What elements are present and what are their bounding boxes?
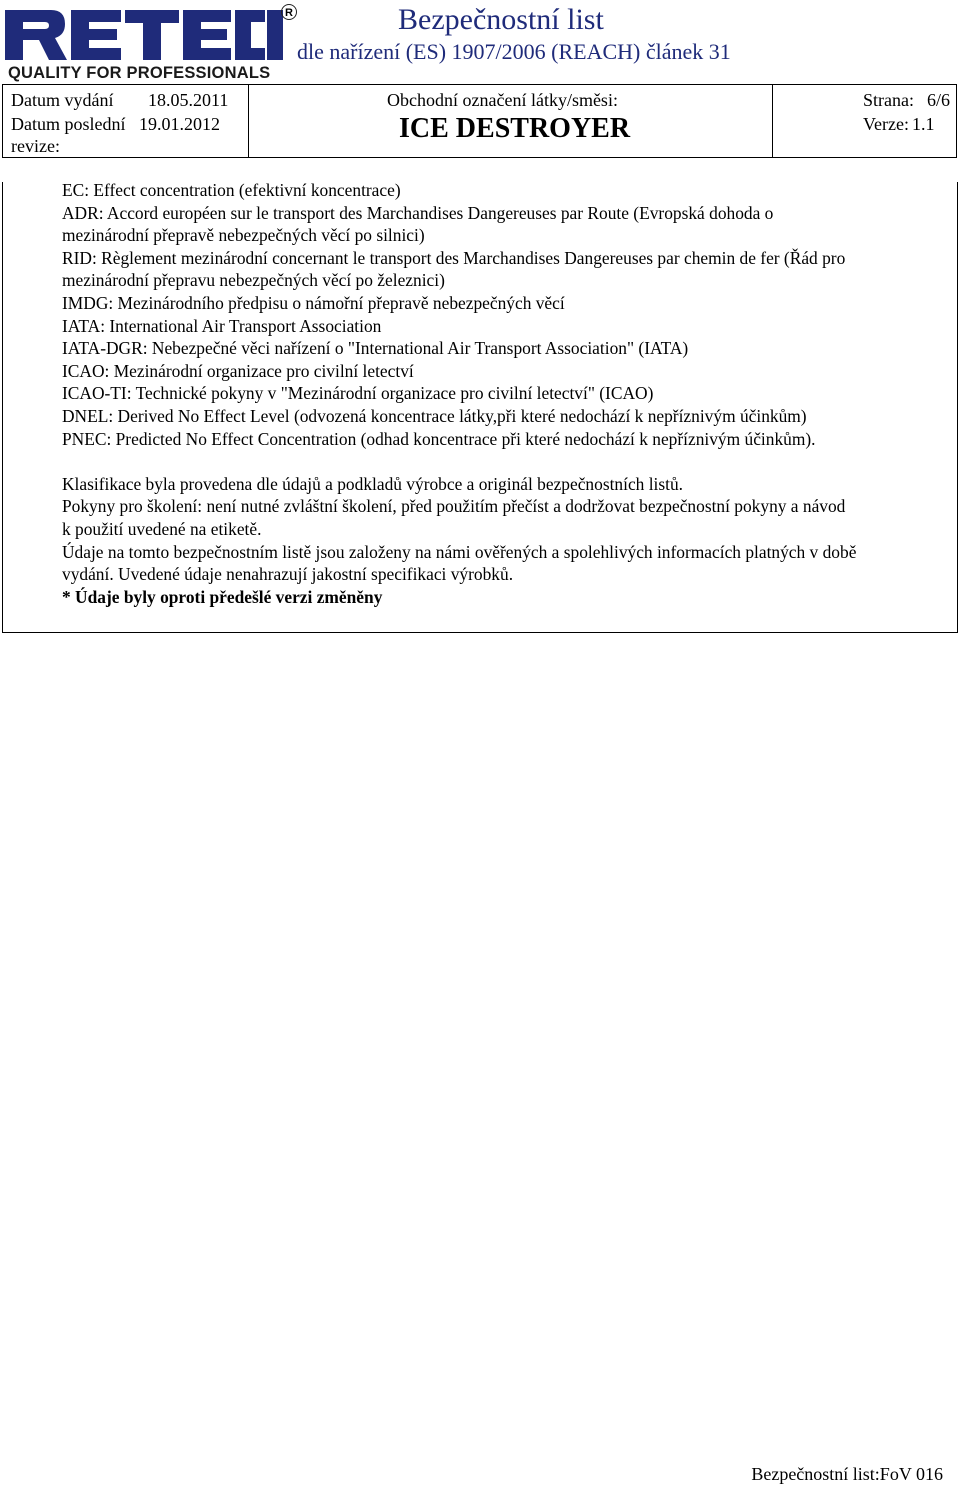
page-footer: Bezpečnostní list:FoV 016 (751, 1464, 943, 1484)
abbreviation-line: ICAO: Mezinárodní organizace pro civilní letectví (62, 360, 414, 381)
abbreviation-line: IATA-DGR: Nebezpečné věci nařízení o "International Air Transport Association" (IATA) (62, 338, 689, 359)
changed-data-note: * Údaje byly oproti předešlé verzi změněny (62, 586, 383, 607)
abbreviation-line: IATA: International Air Transport Association (62, 315, 382, 336)
document-title: Bezpečnostní list (398, 3, 604, 36)
revision-date-value: 19.01.2012 (139, 114, 220, 134)
content-text (62, 179, 942, 608)
page-value: 6/6 (927, 90, 951, 110)
note-line: Klasifikace byla provedena dle údajů a podkladů výrobce a originál bezpečnostních listů. (62, 473, 684, 494)
abbreviation-line: PNEC: Predicted No Effect Concentration (odhad koncentrace při které nedochází k nepříznivým účinkům). (62, 428, 816, 449)
page-version-cell (773, 85, 956, 157)
note-line: vydání. Uvedené údaje nenahrazují jakostní specifikaci výrobků. (62, 564, 514, 585)
abbreviation-line: mezinárodní přepravu nebezpečných věcí po železnici) (62, 270, 445, 291)
issue-date-label: Datum vydání (11, 90, 114, 110)
note-line: Údaje na tomto bezpečnostním listě jsou založeny na námi ověřených a spolehlivých informacích platných v době (62, 541, 857, 562)
revision-date-label: Datum poslední (11, 114, 126, 134)
header-table (2, 84, 957, 158)
logo-tagline: QUALITY FOR PROFESSIONALS (8, 64, 271, 82)
abbreviation-line: RID: Règlement mezinárodní concernant le transport des Marchandises Dangereuses par chemin de fer (Řád pro (62, 247, 846, 268)
abbreviation-line: DNEL: Derived No Effect Level (odvozená koncentrace látky,při které nedochází k nepříznivým účinkům) (62, 405, 807, 426)
issue-date-value: 18.05.2011 (148, 90, 229, 110)
abbreviation-line: ICAO-TI: Technické pokyny v "Mezinárodní organizace pro civilní letectví" (ICAO) (62, 383, 654, 404)
document-subtitle: dle nařízení (ES) 1907/2006 (REACH) článek 31 (297, 39, 731, 64)
revision-date-label-cont: revize: (11, 136, 60, 156)
trade-name-label: Obchodní označení látky/směsi: (387, 90, 618, 110)
note-line: k použití uvedené na etiketě. (62, 518, 262, 539)
dates-cell (3, 85, 249, 157)
product-name: ICE DESTROYER (399, 113, 631, 144)
abbreviation-line: EC: Effect concentration (efektivní koncentrace) (62, 180, 401, 200)
abbreviation-line: mezinárodní přepravě nebezpečných věcí po silnici) (62, 225, 425, 246)
company-logo (3, 2, 298, 84)
version-label: Verze: (863, 114, 909, 134)
note-line: Pokyny pro školení: není nutné zvláštní školení, před použitím přečíst a dodržovat bezpečnostní pokyny a návod (62, 496, 846, 517)
page-label: Strana: (863, 90, 914, 110)
trade-name-cell (249, 85, 773, 157)
version-value: 1.1 (912, 114, 935, 134)
registered-mark: R (281, 4, 297, 20)
paragraph-gap (62, 450, 942, 473)
abbreviation-line: IMDG: Mezinárodního předpisu o námořní přepravě nebezpečných věcí (62, 292, 565, 313)
abbreviation-line: ADR: Accord européen sur le transport des Marchandises Dangereuses par Route (Evropská dohoda o (62, 202, 774, 223)
retech-logo-wordmark (3, 2, 283, 64)
